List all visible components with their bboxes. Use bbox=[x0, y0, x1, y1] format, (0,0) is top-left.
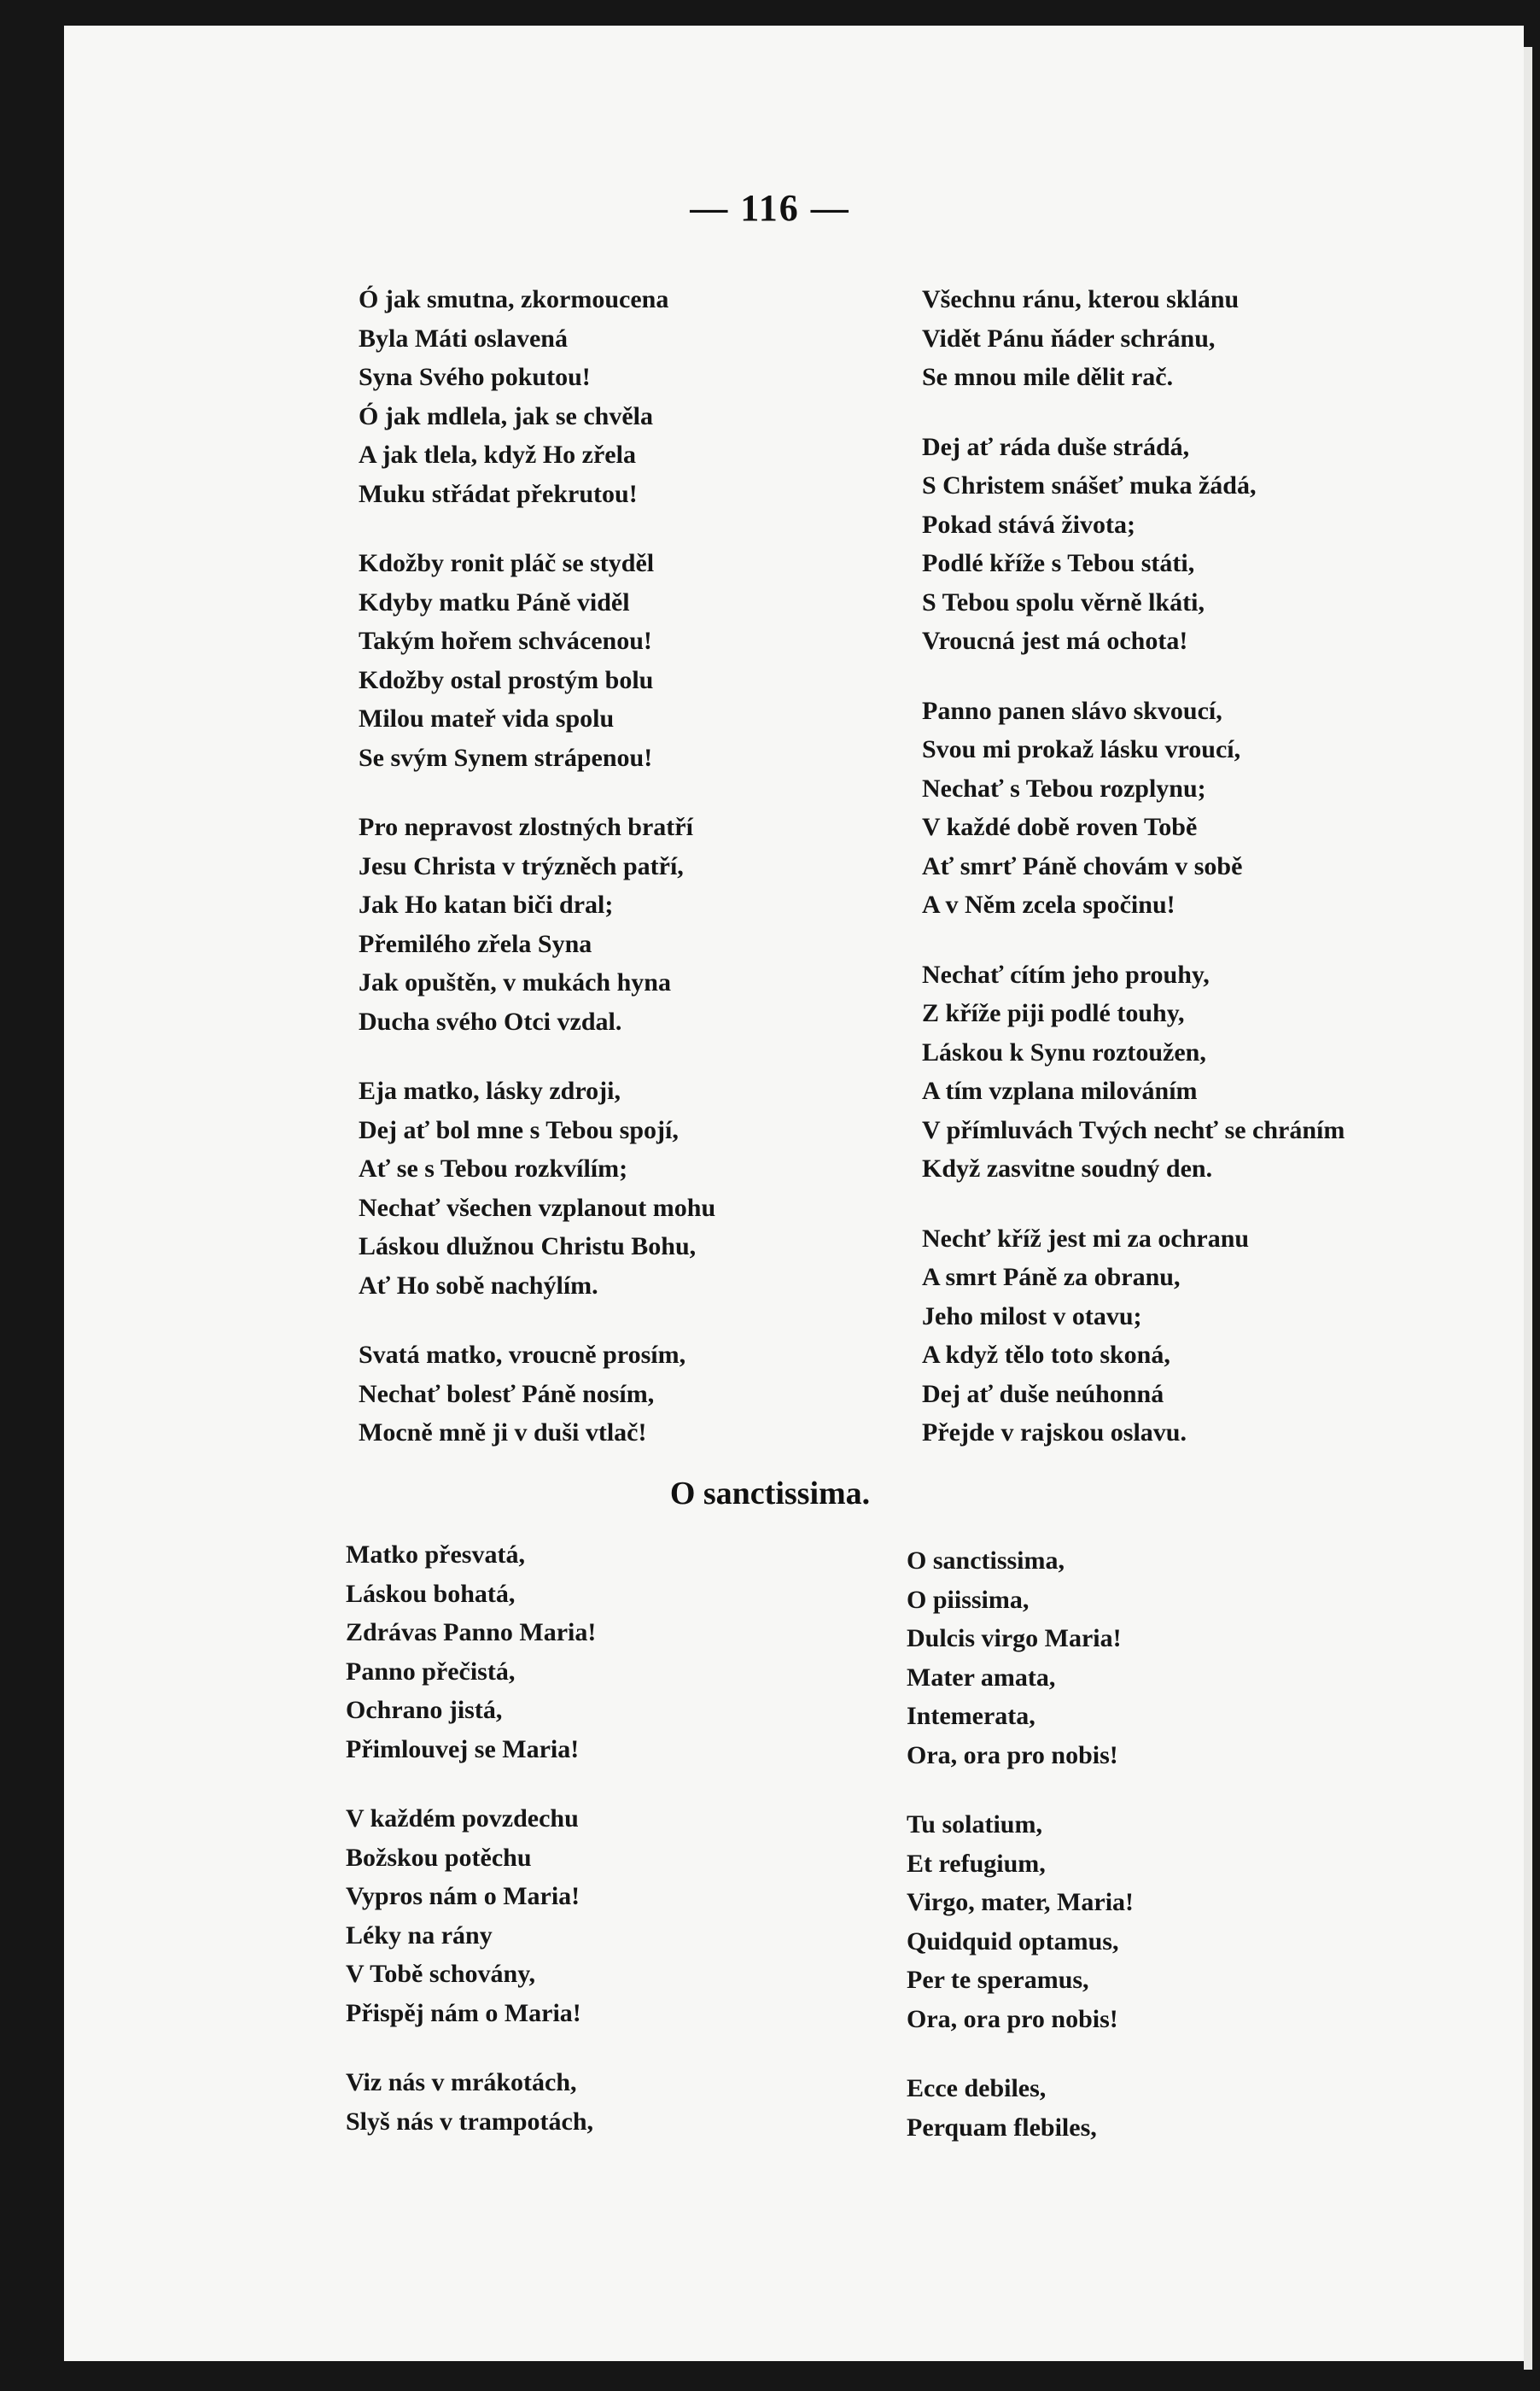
verse-line: Syna Svého pokutou! bbox=[359, 363, 591, 391]
verse-line: V přímluvách Tvých nechť se chráním bbox=[922, 1115, 1345, 1144]
verse-line: Jesu Christa v trýzněch patří, bbox=[359, 851, 684, 880]
verse-line: Dulcis virgo Maria! bbox=[907, 1624, 1122, 1652]
verse-line: Láskou k Synu roztoužen, bbox=[922, 1038, 1206, 1067]
verse-line: Jeho milost v otavu; bbox=[922, 1301, 1142, 1330]
verse-line: Všechnu ránu, kterou sklánu bbox=[922, 285, 1240, 313]
verse-line: S Christem snášeť muka žádá, bbox=[922, 471, 1257, 500]
verse-line: Přemilého zřela Syna bbox=[359, 929, 592, 958]
verse-line: Ora, ora pro nobis! bbox=[907, 2004, 1118, 2033]
verse-line: Vroucná jest má ochota! bbox=[922, 627, 1188, 655]
verse-line: Muku střádat překrutou! bbox=[359, 479, 638, 508]
stabat-right-column bbox=[922, 280, 1345, 1483]
stanza bbox=[359, 808, 715, 1041]
verse-line: Vypros nám o Maria! bbox=[346, 1882, 580, 1910]
verse-line: Viz nás v mrákotách, bbox=[346, 2068, 577, 2096]
verse-line: Nechať s Tebou rozplynu; bbox=[922, 774, 1206, 803]
stanza bbox=[922, 280, 1345, 397]
page-edge bbox=[1524, 47, 1532, 2370]
stanza bbox=[359, 1336, 715, 1453]
verse-line: Božskou potěchu bbox=[346, 1843, 532, 1872]
sanctissima-right-column bbox=[907, 1541, 1134, 2178]
verse-line: Tu solatium, bbox=[907, 1810, 1042, 1839]
verse-line: Panno přečistá, bbox=[346, 1657, 516, 1686]
verse-line: V každé době roven Tobě bbox=[922, 813, 1198, 841]
page-number: — 116 — bbox=[690, 187, 850, 229]
verse-line: Zdrávas Panno Maria! bbox=[346, 1618, 597, 1646]
verse-line: Virgo, mater, Maria! bbox=[907, 1888, 1135, 1916]
stabat-left-column bbox=[359, 280, 715, 1483]
verse-line: A jak tlela, když Ho zřela bbox=[359, 441, 636, 469]
verse-line: Nechať cítím jeho prouhy, bbox=[922, 960, 1210, 989]
stanza bbox=[922, 1219, 1345, 1453]
stanza bbox=[907, 2069, 1134, 2147]
verse-line: Nechť kříž jest mi za ochranu bbox=[922, 1224, 1250, 1253]
stanza bbox=[922, 692, 1345, 925]
verse-line: A tím vzplana milováním bbox=[922, 1077, 1198, 1105]
stanza bbox=[346, 1535, 596, 1768]
verse-line: Ať se s Tebou rozkvílím; bbox=[359, 1155, 628, 1183]
verse-line: Ó jak mdlela, jak se chvěla bbox=[359, 401, 653, 430]
verse-line: Když zasvitne soudný den. bbox=[922, 1155, 1213, 1183]
verse-line: Perquam flebiles, bbox=[907, 2113, 1097, 2142]
verse-line: Intemerata, bbox=[907, 1702, 1035, 1730]
stanza bbox=[922, 956, 1345, 1189]
verse-line: Matko přesvatá, bbox=[346, 1540, 525, 1569]
verse-line: V každém povzdechu bbox=[346, 1804, 579, 1833]
verse-line: Jak Ho katan biči dral; bbox=[359, 891, 614, 919]
stanza bbox=[907, 1541, 1134, 1774]
verse-line: Mater amata, bbox=[907, 1663, 1056, 1692]
verse-line: Dej ať ráda duše strádá, bbox=[922, 432, 1190, 461]
verse-line: Pokad stává života; bbox=[922, 510, 1135, 539]
verse-line: Ať smrť Páně chovám v sobě bbox=[922, 851, 1243, 880]
verse-line: Ecce debiles, bbox=[907, 2074, 1047, 2102]
verse-line: Láskou bohatá, bbox=[346, 1579, 516, 1608]
verse-line: Kdožby ronit pláč se styděl bbox=[359, 549, 655, 577]
verse-line: Dej ať bol mne s Tebou spojí, bbox=[359, 1115, 679, 1144]
stanza bbox=[346, 1799, 596, 2032]
verse-line: Kdyby matku Páně viděl bbox=[359, 588, 630, 617]
stanza bbox=[922, 428, 1345, 661]
stanza bbox=[907, 1805, 1134, 2038]
verse-line: Ó jak smutna, zkormoucena bbox=[359, 285, 669, 313]
verse-line: Panno panen slávo skvoucí, bbox=[922, 696, 1222, 725]
verse-line: Přispěj nám o Maria! bbox=[346, 1998, 581, 2027]
verse-line: S Tebou spolu věrně lkáti, bbox=[922, 588, 1205, 617]
stanza bbox=[346, 2063, 596, 2141]
verse-line: A když tělo toto skoná, bbox=[922, 1341, 1170, 1369]
verse-line: Ora, ora pro nobis! bbox=[907, 1740, 1118, 1769]
verse-line: Nechať všechen vzplanout mohu bbox=[359, 1193, 716, 1222]
verse-line: O piissima, bbox=[907, 1585, 1030, 1614]
verse-line: Z kříže piji podlé touhy, bbox=[922, 999, 1185, 1027]
verse-line: Byla Máti oslavená bbox=[359, 324, 568, 353]
verse-line: Se svým Synem strápenou! bbox=[359, 743, 653, 772]
verse-line: Podlé kříže s Tebou státi, bbox=[922, 549, 1195, 577]
verse-line: O sanctissima, bbox=[907, 1546, 1065, 1575]
sanctissima-left-column bbox=[346, 1535, 596, 2172]
verse-line: Léky na rány bbox=[346, 1920, 493, 1950]
verse-line: Přimlouvej se Maria! bbox=[346, 1734, 580, 1763]
verse-line: Slyš nás v trampotách, bbox=[346, 2107, 594, 2136]
verse-line: Jak opuštěn, v mukách hyna bbox=[359, 968, 671, 997]
verse-line: Vidět Pánu ňáder schránu, bbox=[922, 324, 1216, 353]
verse-line: A v Něm zcela spočinu! bbox=[922, 891, 1175, 919]
verse-line: Přejde v rajskou oslavu. bbox=[922, 1418, 1187, 1447]
verse-line: Kdožby ostal prostým bolu bbox=[359, 665, 654, 694]
verse-line: Nechať bolesť Páně nosím, bbox=[359, 1379, 655, 1408]
stanza bbox=[359, 1072, 715, 1305]
verse-line: Se mnou mile dělit rač. bbox=[922, 363, 1174, 391]
verse-line: Ducha svého Otci vzdal. bbox=[359, 1007, 622, 1036]
verse-line: A smrt Páně za obranu, bbox=[922, 1263, 1181, 1291]
verse-line: Láskou dlužnou Christu Bohu, bbox=[359, 1232, 697, 1260]
verse-line: V Tobě schovány, bbox=[346, 1960, 536, 1988]
stanza bbox=[359, 280, 715, 513]
verse-line: Takým hořem schvácenou! bbox=[359, 627, 652, 655]
verse-line: Pro nepravost zlostných bratří bbox=[359, 813, 693, 841]
verse-line: Et refugium, bbox=[907, 1849, 1046, 1878]
verse-line: Milou mateř vida spolu bbox=[359, 704, 615, 733]
verse-line: Per te speramus, bbox=[907, 1966, 1089, 1994]
verse-line: Ať Ho sobě nachýlím. bbox=[359, 1271, 598, 1300]
verse-line: Eja matko, lásky zdroji, bbox=[359, 1077, 621, 1105]
verse-line: Mocně mně ji v duši vtlač! bbox=[359, 1418, 647, 1447]
stanza bbox=[359, 544, 715, 777]
verse-line: Svou mi prokaž lásku vroucí, bbox=[922, 735, 1241, 763]
hymn-heading: O sanctissima. bbox=[669, 1476, 871, 1511]
verse-line: Svatá matko, vroucně prosím, bbox=[359, 1341, 686, 1369]
verse-line: Ochrano jistá, bbox=[346, 1696, 503, 1724]
verse-line: Dej ať duše neúhonná bbox=[922, 1379, 1164, 1408]
verse-line: Quidquid optamus, bbox=[907, 1926, 1119, 1955]
